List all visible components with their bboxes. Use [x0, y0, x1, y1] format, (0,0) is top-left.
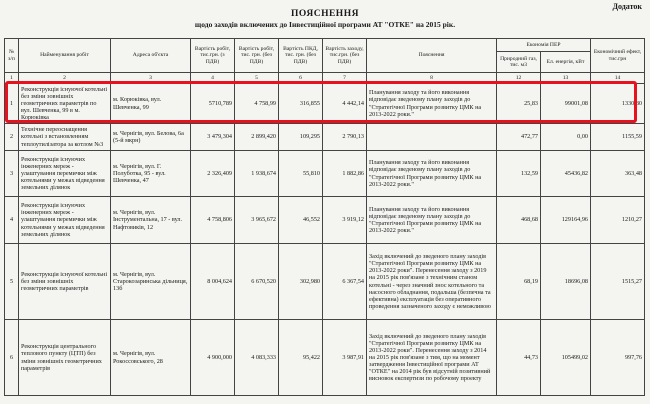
row-economic-effect: 1515,27	[591, 244, 645, 320]
row-economic-effect: 1210,27	[591, 197, 645, 244]
row-cost-works-no-vat: 6 670,520	[235, 244, 279, 320]
row-energy: 18696,08	[541, 244, 591, 320]
table-row	[5, 244, 645, 320]
col-cost-works: Вартість робіт, тис.грн. (з ПДВ)	[191, 39, 235, 73]
row-num: 5	[5, 244, 19, 320]
index-cell: 12	[497, 73, 541, 84]
col-name: Найменування робіт	[19, 39, 111, 73]
row-name: Реконструкція центрального теплового пункту (ЦТП) без зміни зовнішніх геометричних параметрів	[19, 320, 111, 396]
row-num: 1	[5, 84, 19, 124]
col-economic-effect: Економічний ефект, тис.грн	[591, 39, 645, 73]
row-cost-works: 4 758,806	[191, 197, 235, 244]
row-num: 4	[5, 197, 19, 244]
document-subtitle: щодо заходів включених до Інвестиційної програми АТ "ОТКЕ" на 2015 рік.	[194, 20, 456, 29]
index-cell: 5	[235, 73, 279, 84]
col-cost-works-no-vat: Вартість робіт, тис. грн. (без ПДВ)	[235, 39, 279, 73]
col-energy: Ел. енергія, кВт	[541, 52, 591, 73]
row-cost-works: 5710,789	[191, 84, 235, 124]
table-row	[5, 320, 645, 396]
addendum-label: Додаток	[612, 2, 642, 11]
col-num: № з/п	[5, 39, 19, 73]
row-cost-pkd: 302,980	[279, 244, 323, 320]
row-cost-measure: 3 987,91	[323, 320, 367, 396]
row-economic-effect: 1155,59	[591, 124, 645, 151]
row-cost-works-no-vat: 1 938,674	[235, 151, 279, 197]
row-cost-pkd: 46,552	[279, 197, 323, 244]
investment-table	[4, 38, 645, 396]
row-energy: 105499,02	[541, 320, 591, 396]
row-cost-works: 8 004,624	[191, 244, 235, 320]
row-gas: 468,68	[497, 197, 541, 244]
row-cost-measure: 6 367,54	[323, 244, 367, 320]
row-address: м. Чернігів, вул. Г. Полуботка, 95 - вул. Шевченка, 47	[111, 151, 191, 197]
row-cost-works: 3 479,304	[191, 124, 235, 151]
row-address: м. Чернігів, вул. Белова, 6а (5-й мкрн)	[111, 124, 191, 151]
row-address: м. Чернігів, вул. Старокозаринська дільниця, 13б	[111, 244, 191, 320]
row-num: 2	[5, 124, 19, 151]
document-title: ПОЯСНЕННЯ	[291, 9, 359, 19]
index-cell: 2	[19, 73, 111, 84]
row-explanation: Захід включений до зведеного плану заходів "Стратегічної Програми розвитку ЦМК на 2013-2022 роки". Перенесення заходу з 2014 на 2015 рік пов'язане з тим, що на момент затвердження Інвестиційної програми АТ "ОТКЕ" на 2014 рік був відсутній позитивний висновок експертизи по робочому проекту	[367, 320, 497, 396]
row-name: Реконструкція існуючих інженерних мереж - улаштування перемички між котельнями у межах відведення земельних ділянок	[19, 151, 111, 197]
col-address: Адреса об'єкта	[111, 39, 191, 73]
row-cost-works-no-vat: 4 758,99	[235, 84, 279, 124]
column-index-row	[5, 73, 645, 84]
index-cell: 1	[5, 73, 19, 84]
index-cell: 14	[591, 73, 645, 84]
row-explanation: Планування заходу та його виконання відповідає зведеному плану заходів до "Стратегічної Програми розвитку ЦМК на 2013-2022 роки."	[367, 197, 497, 244]
index-cell: 3	[111, 73, 191, 84]
row-cost-measure: 2 790,13	[323, 124, 367, 151]
row-economic-effect: 1330,80	[591, 84, 645, 124]
row-name: Технічне переоснащення котельні з встановленням теплоутилізатора за котлом №3	[19, 124, 111, 151]
row-cost-measure: 1 882,86	[323, 151, 367, 197]
row-cost-pkd: 95,422	[279, 320, 323, 396]
row-energy: 99001,08	[541, 84, 591, 124]
row-address: м. Чернігів, вул. Інструментальна, 17 - вул. Нафтовиків, 12	[111, 197, 191, 244]
row-cost-works-no-vat: 4 083,333	[235, 320, 279, 396]
row-cost-works: 4 900,000	[191, 320, 235, 396]
col-cost-measure: Вартість заходу, тис.грн. (без ПДВ)	[323, 39, 367, 73]
row-explanation: Планування заходу та його виконання відповідає зведеному плану заходів до "Стратегічної Програми розвитку ЦМК на 2013-2022 роки."	[367, 84, 497, 124]
row-energy: 129164,96	[541, 197, 591, 244]
index-cell: 6	[279, 73, 323, 84]
row-cost-works-no-vat: 2 899,420	[235, 124, 279, 151]
index-cell: 8	[367, 73, 497, 84]
row-cost-works-no-vat: 3 965,672	[235, 197, 279, 244]
row-economic-effect: 997,76	[591, 320, 645, 396]
row-energy: 45436,82	[541, 151, 591, 197]
row-cost-pkd: 55,810	[279, 151, 323, 197]
row-address: м. Чернігів, вул. Рокоссовського, 28	[111, 320, 191, 396]
row-gas: 25,83	[497, 84, 541, 124]
row-gas: 68,19	[497, 244, 541, 320]
index-cell: 4	[191, 73, 235, 84]
row-cost-works: 2 326,409	[191, 151, 235, 197]
row-cost-pkd: 109,295	[279, 124, 323, 151]
index-cell: 7	[323, 73, 367, 84]
row-cost-measure: 3 919,12	[323, 197, 367, 244]
row-explanation: Планування заходу та його виконання відповідає зведеному плану заходів до "Стратегічної Програми розвитку ЦМК на 2013-2022 роки."	[367, 151, 497, 197]
col-savings-group: Економія ПЕР	[497, 39, 591, 52]
row-cost-measure: 4 442,14	[323, 84, 367, 124]
row-name: Реконструкція існуючих інженерних мереж - улаштування перемички між котельнями у межах відведення земельних ділянок	[19, 197, 111, 244]
row-explanation	[367, 124, 497, 151]
row-num: 3	[5, 151, 19, 197]
row-economic-effect: 363,48	[591, 151, 645, 197]
row-address: м. Корюківка, вул. Шевченка, 99	[111, 84, 191, 124]
row-explanation: Захід включений до зведеного плану заходів "Стратегічної Програми розвитку ЦМК на 2013-2022 роки". Перенесення заходу з 2019 на 2015 рік пов'язане з технічним станом котельні - через значний знос котельного та насосного обладнання, подальша (безпечна та ефективна) експлуатація без оперативного проведення зазначеного заходу є неможливою	[367, 244, 497, 320]
header-row-1	[5, 39, 645, 52]
row-name: Реконструкція існуючої котельні без зміни зовнішніх геометричних параметрів по вул. Шевченка, 99 в м. Корюківка	[19, 84, 111, 124]
table-row	[5, 124, 645, 151]
col-cost-pkd: Вартість ПКД, тис. грн. (без ПДВ)	[279, 39, 323, 73]
col-gas: Природний газ, тис. м3	[497, 52, 541, 73]
index-cell: 13	[541, 73, 591, 84]
row-num: 6	[5, 320, 19, 396]
row-cost-pkd: 316,855	[279, 84, 323, 124]
table-row	[5, 151, 645, 197]
row-gas: 132,59	[497, 151, 541, 197]
row-energy: 0,00	[541, 124, 591, 151]
row-gas: 472,77	[497, 124, 541, 151]
row-gas: 44,73	[497, 320, 541, 396]
table-row	[5, 197, 645, 244]
col-explanation: Пояснення	[367, 39, 497, 73]
table-row	[5, 84, 645, 124]
row-name: Реконструкція існуючої котельні без зміни зовнішніх геометричних параметрів	[19, 244, 111, 320]
